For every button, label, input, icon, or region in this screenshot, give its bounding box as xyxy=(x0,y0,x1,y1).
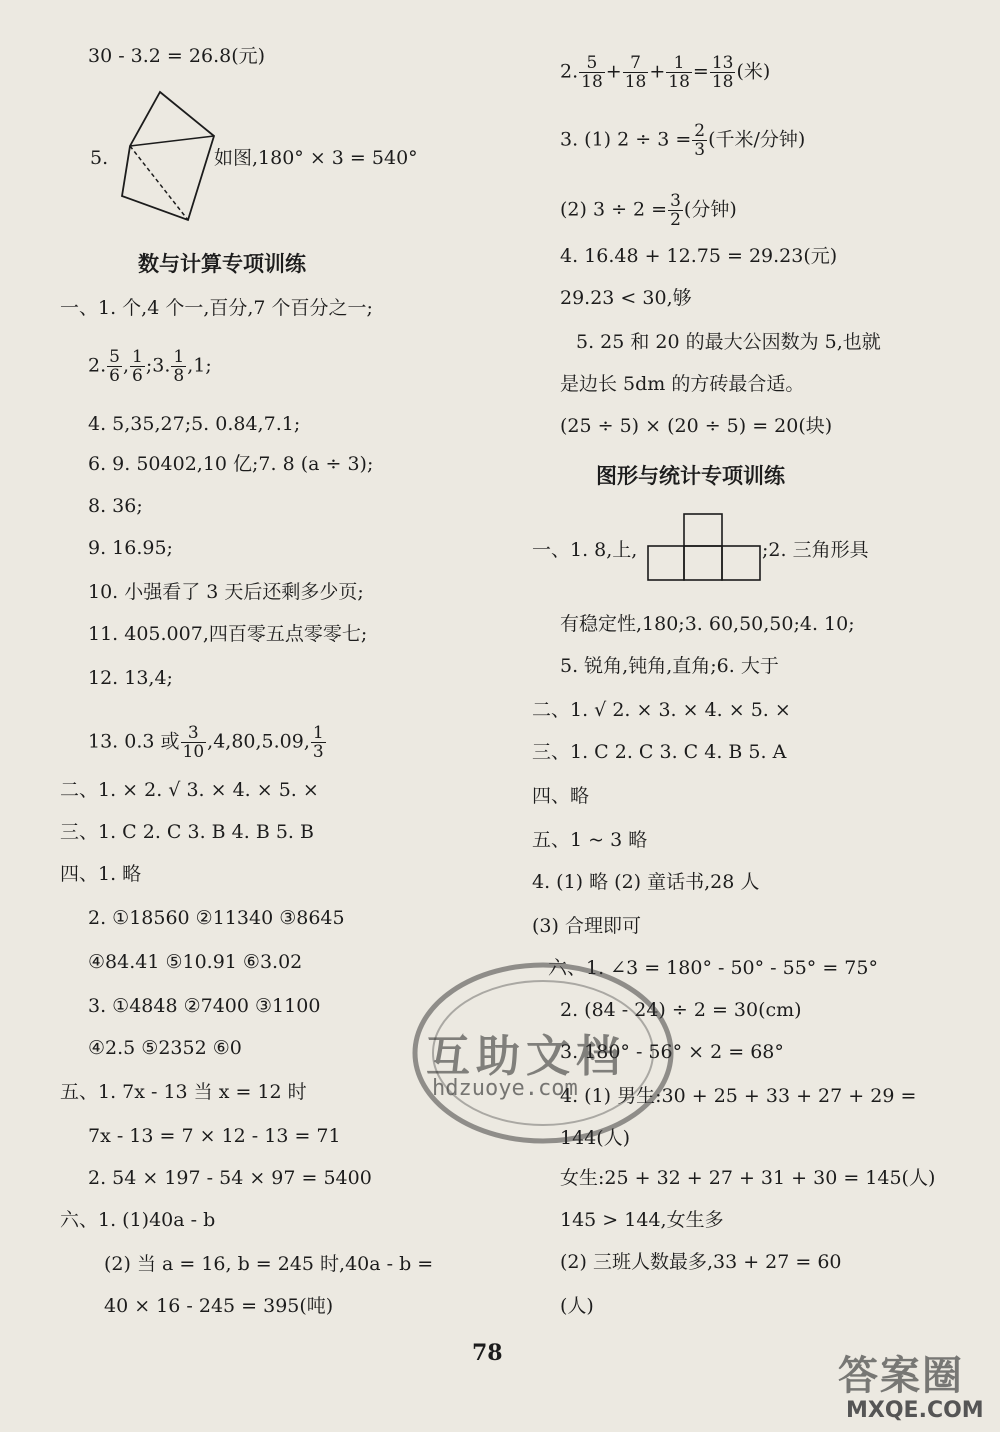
left-line-7: 8. 36; xyxy=(88,495,143,517)
text: 2. xyxy=(560,60,579,83)
left-line-18: 3. ①4848 ②7400 ③1100 xyxy=(88,995,321,1017)
left-line-11: 12. 13,4; xyxy=(88,667,173,689)
left-line-9: 10. 小强看了 3 天后还剩多少页; xyxy=(88,581,364,603)
denominator: 18 xyxy=(711,72,734,92)
text: ;3. xyxy=(145,354,171,377)
numerator: 1 xyxy=(173,347,185,367)
left-line-25: 40 × 16 - 245 = 395(吨) xyxy=(104,1295,334,1317)
cube-net-diagram xyxy=(646,512,764,582)
right-line-12: 二、1. √ 2. × 3. × 4. × 5. × xyxy=(532,699,791,721)
denominator: 18 xyxy=(624,72,647,92)
left-line-16: 2. ①18560 ②11340 ③8645 xyxy=(88,907,345,929)
left-line-13: 二、1. × 2. √ 3. × 4. × 5. × xyxy=(60,779,319,801)
denominator: 3 xyxy=(312,742,324,762)
fraction xyxy=(666,54,692,91)
left-line-21: 7x - 13 = 7 × 12 - 13 = 71 xyxy=(88,1125,341,1147)
numerator: 7 xyxy=(623,54,649,73)
fraction xyxy=(171,348,186,385)
left-line-8: 9. 16.95; xyxy=(88,537,173,559)
denominator: 2 xyxy=(670,210,681,230)
numerator: 1 xyxy=(666,54,692,73)
fraction xyxy=(692,122,707,159)
fraction xyxy=(623,54,649,91)
right-line-11: 5. 锐角,钝角,直角;6. 大于 xyxy=(560,655,779,677)
pentagon-diagram xyxy=(112,88,222,228)
right-line-22: 144(人) xyxy=(560,1127,631,1149)
text: + xyxy=(605,60,622,83)
fraction xyxy=(107,348,122,385)
numerator: 5 xyxy=(109,347,120,367)
right-line-15: 五、1 ~ 3 略 xyxy=(532,829,648,851)
left-line-5: 4. 5,35,27;5. 0.84,7.1; xyxy=(88,413,301,435)
denominator: 6 xyxy=(109,366,120,386)
left-line-2-text: 如图,180° × 3 = 540° xyxy=(214,147,418,169)
stamp-text: 互助文档 xyxy=(426,1031,626,1082)
numerator: 13 xyxy=(711,53,734,73)
left-line-19: ④2.5 ⑤2352 ⑥0 xyxy=(88,1037,242,1059)
right-line-14: 四、略 xyxy=(532,785,590,807)
denominator: 8 xyxy=(173,366,185,386)
right-line-9-suffix: ;2. 三角形具 xyxy=(762,539,869,561)
page-number: 78 xyxy=(472,1340,503,1366)
left-line-14: 三、1. C 2. C 3. B 4. B 5. B xyxy=(60,821,314,843)
right-line-17: (3) 合理即可 xyxy=(532,915,641,937)
text: (千米/分钟) xyxy=(708,128,806,151)
text: (米) xyxy=(736,60,771,83)
text: + xyxy=(649,60,666,83)
right-line-13: 三、1. C 2. C 3. C 4. B 5. A xyxy=(532,741,787,763)
text: = xyxy=(692,60,709,83)
fraction xyxy=(181,724,207,761)
text: 3. (1) 2 ÷ 3 = xyxy=(560,128,692,151)
text: , xyxy=(122,354,130,377)
left-line-1: 30 - 3.2 = 26.8(元) xyxy=(88,45,266,67)
left-line-15: 四、1. 略 xyxy=(60,863,142,885)
right-line-8: (25 ÷ 5) × (20 ÷ 5) = 20(块) xyxy=(560,415,833,437)
left-line-24: (2) 当 a = 16, b = 245 时,40a - b = xyxy=(104,1253,434,1275)
fraction xyxy=(668,192,683,229)
right-line-2 xyxy=(560,122,805,159)
denominator: 3 xyxy=(694,140,706,160)
section-heading-calculation: 数与计算专项训练 xyxy=(138,252,306,276)
text: ,4,80,5.09, xyxy=(207,730,310,753)
left-line-23: 六、1. (1)40a - b xyxy=(60,1209,216,1231)
left-line-12 xyxy=(88,724,327,761)
left-line-6: 6. 9. 50402,10 亿;7. 8 (a ÷ 3); xyxy=(88,453,374,475)
numerator: 1 xyxy=(132,347,143,367)
fraction xyxy=(130,348,145,385)
fraction xyxy=(710,54,736,91)
denominator: 18 xyxy=(581,72,603,92)
left-line-3: 一、1. 个,4 个一,百分,7 个百分之一; xyxy=(60,297,373,319)
watermark-site: MXQE.COM xyxy=(846,1398,984,1423)
right-line-1 xyxy=(560,54,770,91)
right-line-16: 4. (1) 略 (2) 童话书,28 人 xyxy=(532,871,760,893)
right-line-4: 4. 16.48 + 12.75 = 29.23(元) xyxy=(560,245,838,267)
left-line-20: 五、1. 7x - 13 当 x = 12 时 xyxy=(60,1081,307,1103)
section-heading-geometry: 图形与统计专项训练 xyxy=(596,464,785,488)
left-line-10: 11. 405.007,四百零五点零零七; xyxy=(88,623,368,645)
watermark-logo: 答案圈 xyxy=(838,1353,964,1399)
text: ,1; xyxy=(187,354,212,377)
left-line-22: 2. 54 × 197 - 54 × 97 = 5400 xyxy=(88,1167,372,1189)
right-line-6: 5. 25 和 20 的最大公因数为 5,也就 xyxy=(576,331,881,353)
numerator: 3 xyxy=(181,724,207,743)
right-line-25: (2) 三班人数最多,33 + 27 = 60 xyxy=(560,1251,842,1273)
text: 2. xyxy=(88,354,107,377)
denominator: 10 xyxy=(182,742,205,762)
text: 13. 0.3 或 xyxy=(88,730,180,753)
right-line-20: 3. 180° - 56° × 2 = 68° xyxy=(560,1041,784,1063)
right-line-18: 六、1. ∠3 = 180° - 50° - 55° = 75° xyxy=(548,957,878,979)
denominator: 6 xyxy=(132,366,143,386)
right-line-7: 是边长 5dm 的方砖最合适。 xyxy=(560,373,805,395)
right-line-9-prefix: 一、1. 8,上, xyxy=(532,539,638,561)
numerator: 2 xyxy=(694,121,706,141)
right-line-24: 145 > 144,女生多 xyxy=(560,1209,724,1231)
text: (分钟) xyxy=(683,198,737,221)
left-line-4 xyxy=(88,348,212,385)
fraction xyxy=(579,54,605,91)
right-line-21: 4. (1) 男生:30 + 25 + 33 + 27 + 29 = xyxy=(560,1085,917,1107)
left-line-2-number: 5. xyxy=(90,147,109,169)
stamp-url: hdzuoye.com xyxy=(432,1076,578,1101)
denominator: 18 xyxy=(668,72,690,92)
numerator: 3 xyxy=(670,191,681,211)
right-line-5: 29.23 < 30,够 xyxy=(560,287,692,309)
right-line-26: (人) xyxy=(560,1295,594,1317)
right-line-10: 有稳定性,180;3. 60,50,50;4. 10; xyxy=(560,613,855,635)
fraction xyxy=(311,724,326,761)
right-line-3 xyxy=(560,192,737,229)
right-line-19: 2. (84 - 24) ÷ 2 = 30(cm) xyxy=(560,999,802,1021)
numerator: 5 xyxy=(579,54,605,73)
numerator: 1 xyxy=(312,723,324,743)
text: (2) 3 ÷ 2 = xyxy=(560,198,668,221)
right-line-23: 女生:25 + 32 + 27 + 31 + 30 = 145(人) xyxy=(560,1167,936,1189)
left-line-17: ④84.41 ⑤10.91 ⑥3.02 xyxy=(88,951,303,973)
